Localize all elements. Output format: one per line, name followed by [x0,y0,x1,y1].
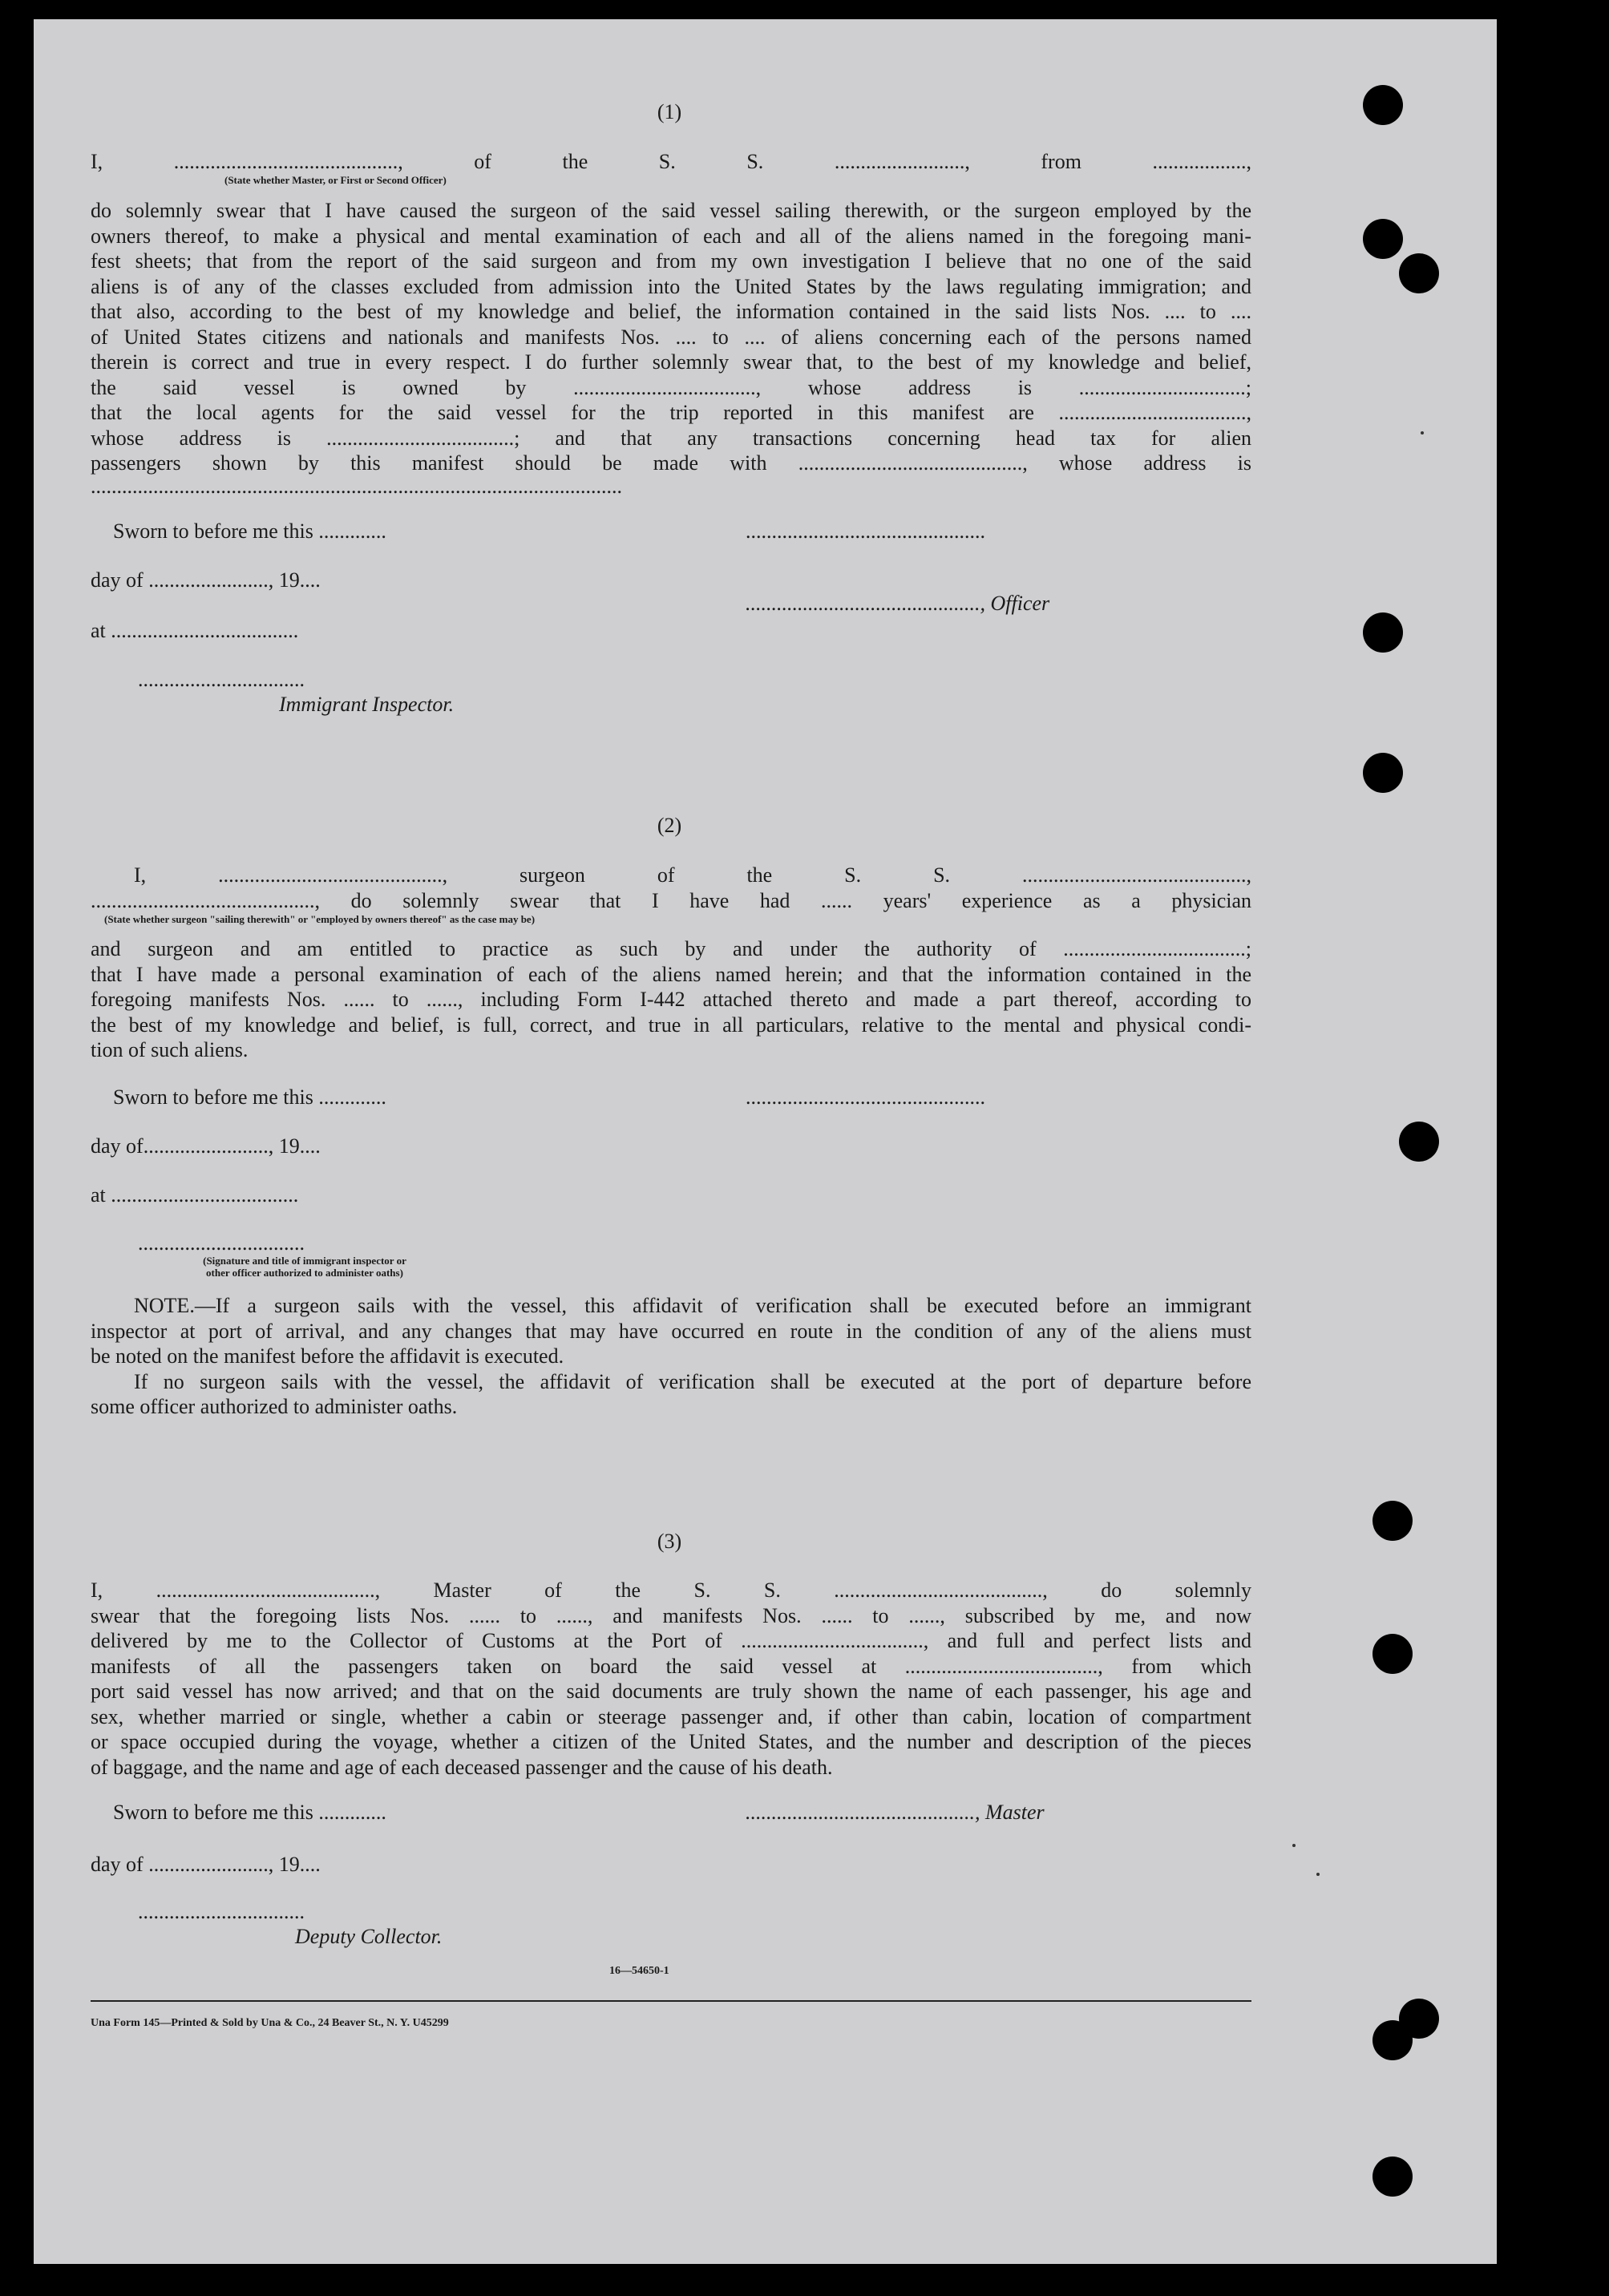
section-3-oath-paragraph [91,1578,1251,1780]
text-line: or space occupied during the voyage, whether a citizen of the United States, and the number and description of the pieces [91,1730,1251,1753]
text-line: If no surgeon sails with the vessel, the affidavit of verification shall be executed at the port of departure before [134,1369,1251,1393]
section-1-at-line: at .................................... [91,619,299,642]
section-3-sworn-line: Sworn to before me this ............. [113,1801,386,1824]
inspector-signature-dots: ................................ [138,1231,305,1255]
section-3-day-line: day of ......................., 19.... [91,1853,321,1876]
text-line: I, ..........................................., of the S. S. ........................., from .................., [91,150,1251,173]
text-line: that the local agents for the said vessel for the trip reported in this manifest are ...................................., [91,401,1251,424]
punch-hole [1373,1501,1413,1541]
text-line: swear that the foregoing lists Nos. ...... to ......, and manifests Nos. ...... to ......, subscribed by me, and now [91,1603,1251,1627]
section-3-heading: (3) [657,1530,682,1553]
section-2-day-line: day of........................, 19.... [91,1134,321,1158]
text-line: I, ..........................................., surgeon of the S. S. ..........................................., [134,863,1251,887]
punch-hole [1399,253,1439,293]
text-line: ...................................................................................................... [91,475,622,498]
printer-imprint: Una Form 145—Printed & Sold by Una & Co., 24 Beaver St., N. Y. U45299 [91,2017,449,2029]
section-2-sworn-line: Sworn to before me this ............. [113,1085,386,1109]
section-1-day-line: day of ......................., 19.... [91,568,321,592]
section-1-oath-paragraph [91,198,1251,476]
form-number: 16—54650-1 [609,1965,669,1977]
signature-caption [112,1255,497,1279]
text-line: passengers shown by this manifest should be made with ..........................................., whose address is [91,451,1251,475]
section-2-oath-paragraph [91,936,1251,1063]
text-line: tion of such aliens. [91,1038,249,1061]
punch-hole [1363,85,1403,125]
text-line: of United States citizens and nationals and manifests Nos. .... to .... of aliens concerning each of the persons named [91,325,1251,349]
punch-hole [1373,1634,1413,1674]
text-line: foregoing manifests Nos. ...... to ......, including Form I-442 attached thereto and made a part thereof, according to [91,988,1251,1011]
text-line: aliens is of any of the classes excluded from admission into the United States by the laws regulating immigration; and [91,274,1251,298]
text-line: that also, according to the best of my knowledge and belief, the information contained in the said lists Nos. .... to .... [91,300,1251,323]
text-line: sex, whether married or single, whether a cabin or steerage passenger and, if other than cabin, location of compartment [91,1704,1251,1728]
punch-hole [1399,1122,1439,1162]
text-line: the said vessel is owned by ..................................., whose address is ................................; [91,375,1251,399]
footer-rule [91,2000,1251,2002]
text-line: owners thereof, to make a physical and mental examination of each and all of the aliens named in the foregoing mani- [91,224,1251,248]
section-1-heading: (1) [657,100,682,123]
text-line: some officer authorized to administer oaths. [91,1395,458,1418]
collector-signature-line: ................................ [138,1900,305,1923]
text-line: that I have made a personal examination of each of the aliens named herein; and that the information contained in the [91,962,1251,986]
section-2-heading: (2) [657,814,682,837]
text-line: and surgeon and am entitled to practice as such by and under the authority of ...................................; [91,937,1251,960]
text-line: port said vessel has now arrived; and that on the said documents are truly shown the name of each passenger, his age and [91,1680,1251,1703]
text-line: the best of my knowledge and belief, is full, correct, and true in all particulars, relative to the mental and physical condi- [91,1013,1251,1037]
section-1-officer-note: (State whether Master, or First or Second Officer) [224,174,447,186]
text-line: ..........................................., do solemnly swear that I have had ...... years' experience as a physician [91,888,1251,912]
text-line: do solemnly swear that I have caused the surgeon of the said vessel sailing therewith, or the surgeon employed by the [91,199,1251,222]
section-1-opening-line [91,149,1251,175]
text-line: manifests of all the passengers taken on board the said vessel at ....................................., from which [91,1654,1251,1678]
section-2-at-line: at .................................... [91,1183,299,1207]
text-line: delivered by me to the Collector of Customs at the Port of ..................................., and full and perfect lists and [91,1629,1251,1652]
section-2-opening-lines [91,863,1251,913]
section-2-signature-line: .............................................. [746,1085,985,1109]
signature-caption-line: (Signature and title of immigrant inspector or [203,1255,406,1267]
text-line: inspector at port of arrival, and any changes that may have occurred en route in the condition of any of the aliens must [91,1319,1251,1343]
text-line: I, .........................................., Master of the S. S. ........................................, do solemnly [91,1578,1251,1602]
signature-caption-line: other officer authorized to administer oaths) [206,1267,403,1279]
speck [1421,431,1424,435]
officer-signature-line: ............................................., Officer [746,592,1050,615]
section-2-note-paragraph [91,1293,1251,1420]
section-2-surgeon-note: (State whether surgeon "sailing therewith" or "employed by owners thereof" as the case may be) [104,913,536,925]
text-line: of baggage, and the name and age of each deceased passenger and the cause of his death. [91,1755,833,1779]
punch-hole [1363,219,1403,259]
immigrant-inspector-label: Immigrant Inspector. [279,693,455,716]
punch-hole [1363,612,1403,653]
section-1-signature-line: .............................................. [746,519,985,543]
punch-hole [1373,2157,1413,2197]
text-line: be noted on the manifest before the affidavit is executed. [91,1344,564,1368]
speck [1316,1873,1320,1876]
punch-hole [1363,753,1403,793]
deputy-collector-label: Deputy Collector. [295,1925,443,1948]
text-line: fest sheets; that from the report of the said surgeon and from my own investigation I believe that no one of the said [91,249,1251,273]
punch-hole [1373,2020,1413,2060]
text-line: NOTE.—If a surgeon sails with the vessel, this affidavit of verification shall be executed before an immigrant [134,1294,1251,1317]
speck [1292,1844,1296,1847]
master-signature-line: ............................................, Master [746,1801,1045,1824]
text-line: therein is correct and true in every respect. I do further solemnly swear that, to the best of my knowledge and belief, [91,350,1251,374]
section-1-sworn-line: Sworn to before me this ............. [113,519,386,543]
text-line: whose address is ....................................; and that any transactions concerning head tax for alien [91,426,1251,450]
inspector-signature-line: ................................ [138,668,305,691]
